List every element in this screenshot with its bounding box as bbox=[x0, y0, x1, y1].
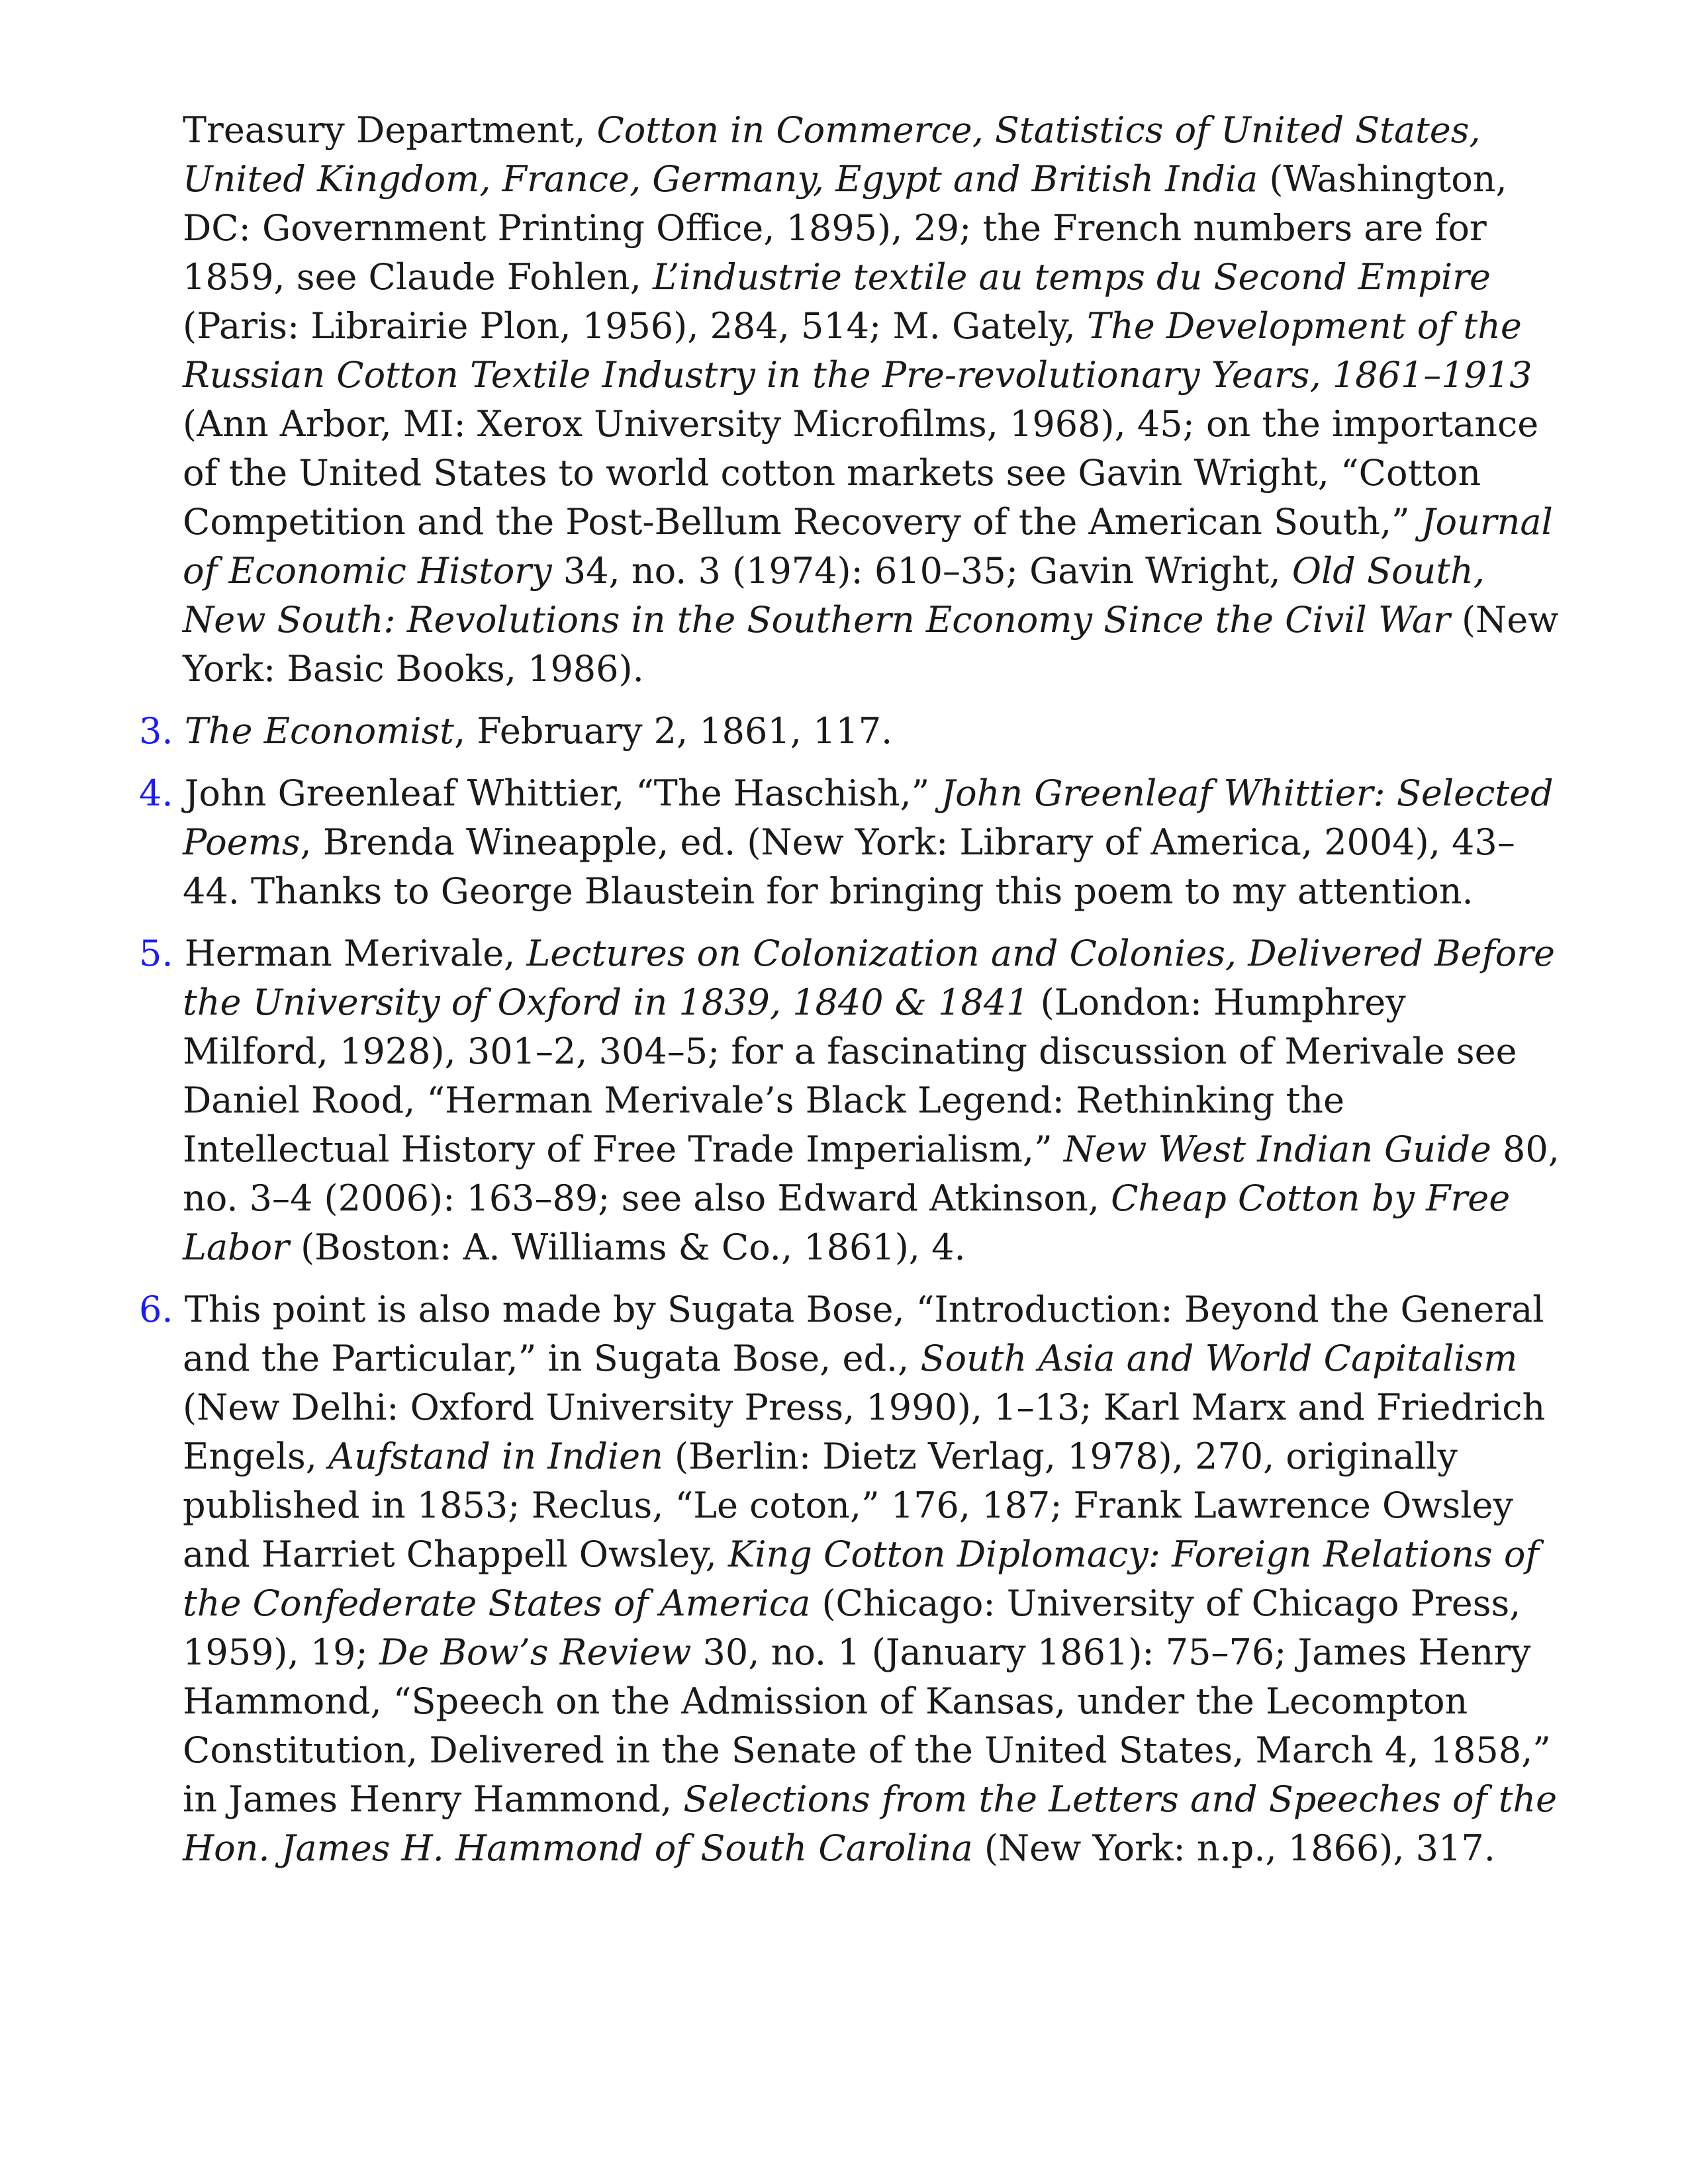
note-text: Treasury Department, bbox=[183, 109, 597, 151]
note-text: (London: Humphrey Milford, 1928), 301–2, 304–5; for a fascinating discussion of Merivale see Daniel Rood, “Herman Merivale’s Black Legend: Rethinking the Intellectual History of Free Trade Imperialism,” bbox=[183, 981, 1517, 1170]
endnote-5 bbox=[139, 929, 1562, 1272]
note-text: (Washington, DC: Government Printing Office, 1895), 29; the French numbers are for 1859, see Claude Fohlen, bbox=[183, 158, 1507, 298]
note-text: (New Delhi: Oxford University Press, 1990), 1–13; Karl Marx and Friedrich Engels, bbox=[183, 1387, 1546, 1477]
book-title: L’industrie textile au temps du Second Empire bbox=[652, 256, 1491, 298]
endnotes-page bbox=[139, 106, 1562, 1886]
note-text: Herman Merivale, bbox=[184, 933, 527, 974]
book-title: The Development of the Russian Cotton Textile Industry in the Pre-revolutionary Years, 1861–1913 bbox=[183, 305, 1532, 396]
journal-title: De Bow’s Review bbox=[379, 1631, 692, 1673]
endnote-5-link[interactable]: 5. bbox=[139, 933, 173, 974]
book-title: Selections from the Letters and Speeches of the Hon. James H. Hammond of South Carolina bbox=[183, 1778, 1558, 1869]
book-title: John Greenleaf Whittier: Selected Poems bbox=[183, 772, 1554, 863]
endnote-6 bbox=[139, 1285, 1562, 1873]
note-text: 80, no. 3–4 (2006): 163–89; see also Edward Atkinson, bbox=[183, 1128, 1560, 1219]
book-title: South Asia and World Capitalism bbox=[920, 1338, 1518, 1379]
book-title: Lectures on Colonization and Colonies, Delivered Before the University of Oxford in 1839, 1840 & 1841 bbox=[183, 933, 1555, 1023]
journal-title: Journal of Economic History bbox=[183, 501, 1553, 592]
note-text: (Ann Arbor, MI: Xerox University Microfilms, 1968), 45; on the importance of the United States to world cotton markets see Gavin Wright, “Cotton Competition and the Post-Bellum Recovery of the American South,” bbox=[183, 403, 1539, 543]
note-text: 30, no. 1 (January 1861): 75–76; James Henry Hammond, “Speech on the Admission of Kansas, under the Lecompton Constitution, Delivered in the Senate of the United States, March 4, 1858,” in James Henry Hammond, bbox=[183, 1631, 1551, 1820]
note-text: (Boston: A. Williams & Co., 1861), 4. bbox=[289, 1226, 966, 1268]
note-text: This point is also made by Sugata Bose, “Introduction: Beyond the General and the Particular,” in Sugata Bose, ed., bbox=[183, 1289, 1544, 1379]
book-title: Cotton in Commerce, Statistics of United States, United Kingdom, France, Germany, Egypt and British India bbox=[183, 109, 1481, 200]
endnote-3 bbox=[139, 707, 1562, 756]
note-text: , Brenda Wineapple, ed. (New York: Library of America, 2004), 43–44. Thanks to George Blaustein for bringing this poem to my attention. bbox=[183, 821, 1515, 912]
note-text: (Paris: Librairie Plon, 1956), 284, 514; M. Gately, bbox=[183, 305, 1087, 347]
endnote-3-link[interactable]: 3. bbox=[139, 710, 173, 752]
note-text: (Chicago: University of Chicago Press, 1959), 19; bbox=[183, 1582, 1521, 1673]
book-title: Aufstand in Indien bbox=[328, 1435, 663, 1477]
note-text: (Berlin: Dietz Verlag, 1978), 270, originally published in 1853; Reclus, “Le coton,” 176, 187; Frank Lawrence Owsley and Harriet Chappell Owsley, bbox=[183, 1435, 1513, 1575]
endnote-6-link[interactable]: 6. bbox=[139, 1289, 173, 1330]
journal-title: The Economist bbox=[184, 710, 454, 752]
note-text: 34, no. 3 (1974): 610–35; Gavin Wright, bbox=[551, 550, 1292, 592]
note-text: , February 2, 1861, 117. bbox=[453, 710, 893, 752]
book-title: Old South, New South: Revolutions in the Southern Economy Since the Civil War bbox=[183, 550, 1485, 641]
book-title: Cheap Cotton by Free Labor bbox=[183, 1177, 1511, 1268]
endnote-2-continued bbox=[139, 106, 1562, 694]
book-title: King Cotton Diplomacy: Foreign Relations of the Confederate States of America bbox=[183, 1533, 1539, 1624]
note-text: (New York: Basic Books, 1986). bbox=[183, 599, 1559, 690]
endnote-4 bbox=[139, 769, 1562, 916]
journal-title: New West Indian Guide bbox=[1063, 1128, 1491, 1170]
note-text: John Greenleaf Whittier, “The Haschish,” bbox=[184, 772, 941, 814]
endnote-4-link[interactable]: 4. bbox=[139, 772, 173, 814]
note-text: (New York: n.p., 1866), 317. bbox=[972, 1827, 1495, 1869]
